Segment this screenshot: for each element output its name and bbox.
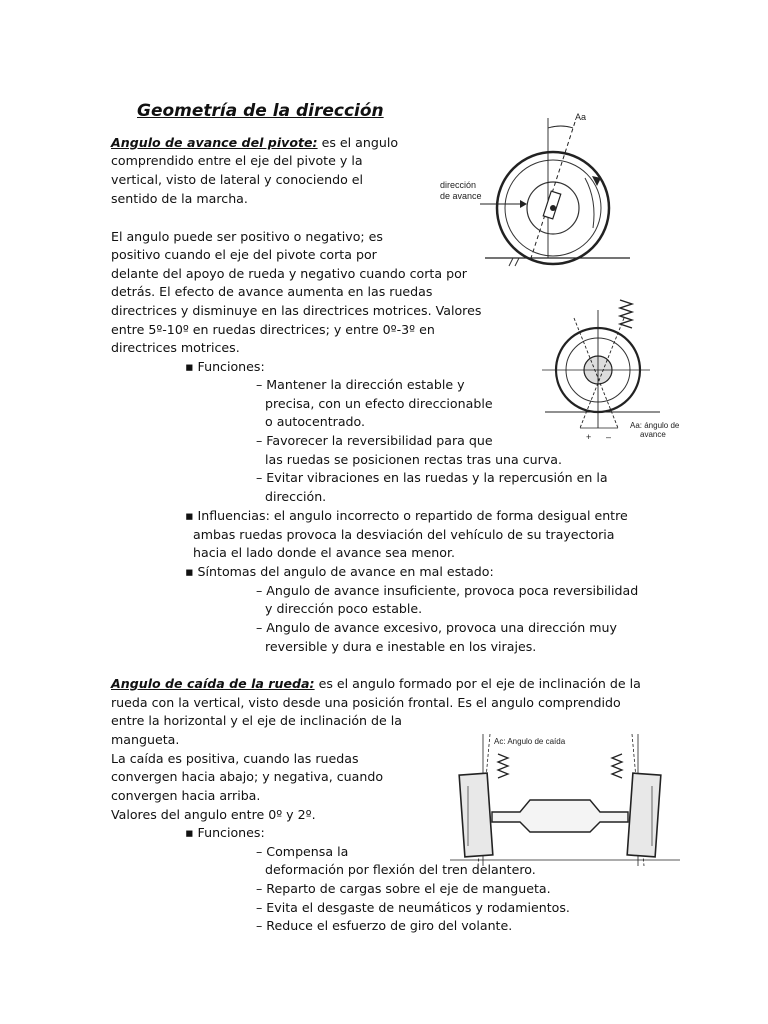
section1-funcion-line1: – Mantener la dirección estable y: [256, 377, 465, 392]
fig2-sign-plus: +: [586, 432, 592, 442]
section2-funcion-line1: – Compensa la: [256, 844, 349, 859]
section1-intro-line1: Angulo de avance del pivote: es el angulo: [111, 135, 399, 150]
section1-funcion-line2: precisa, con un efecto direccionable: [265, 396, 493, 411]
section1-heading: Angulo de avance del pivote:: [111, 135, 318, 150]
fig1-label-direction2: de avance: [440, 191, 482, 201]
section1-para-line2: positivo cuando el eje del pivote corta por: [111, 247, 377, 262]
fig3-label-ac: Ac: Angulo de caída: [494, 737, 566, 746]
section1-intro-line3: vertical, visto de lateral y conociendo el: [111, 172, 364, 187]
section1-sintoma-line2: y dirección poco estable.: [265, 601, 423, 616]
section2-funcion-line2: deformación por flexión del tren delantero.: [265, 862, 536, 877]
section2-para-line4: Valores del angulo entre 0º y 2º.: [111, 807, 316, 822]
section1-funciones-label: ▪ Funciones:: [185, 359, 265, 374]
section2-para-line1: La caída es positiva, cuando las ruedas: [111, 751, 359, 766]
fig1-label-aa: Aa: [575, 112, 587, 122]
section1-influencias-line3: hacia el lado donde el avance sea menor.: [193, 545, 455, 560]
page-title: Geometría de la dirección: [137, 101, 384, 122]
section1-sintomas-label: ▪ Síntomas del angulo de avance en mal estado:: [185, 564, 494, 579]
section1-para-line3: delante del apoyo de rueda y negativo cuando corta por: [111, 266, 467, 281]
section2-para-line2: convergen hacia abajo; y negativa, cuando: [111, 769, 384, 784]
fig2-sign-minus: –: [606, 432, 612, 442]
section1-funcion-line5: las ruedas se posicionen rectas tras una curva.: [265, 452, 563, 467]
fig2-label-aa2: avance: [640, 430, 666, 439]
fig2-label-aa1: Aa: ángulo de: [630, 421, 680, 430]
section2-funcion-line4: – Evita el desgaste de neumáticos y rodamientos.: [256, 900, 570, 915]
section1-intro-line4: sentido de la marcha.: [111, 191, 248, 206]
figure-caster-side-view: [425, 108, 655, 268]
section1-influencias-line1: ▪ Influencias: el angulo incorrecto o repartido de forma desigual entre: [185, 508, 628, 523]
section1-funcion-line4: – Favorecer la reversibilidad para que: [256, 433, 493, 448]
section1-para-line4: detrás. El efecto de avance aumenta en las ruedas: [111, 284, 433, 299]
section2-funcion-line5: – Reduce el esfuerzo de giro del volante.: [256, 918, 513, 933]
section1-funcion-line3: o autocentrado.: [265, 414, 366, 429]
section1-funcion-line7: dirección.: [265, 489, 327, 504]
section1-sintoma-line1: – Angulo de avance insuficiente, provoca poca reversibilidad: [256, 583, 639, 598]
section1-sintoma-line3: – Angulo de avance excesivo, provoca una dirección muy: [256, 620, 617, 635]
section1-funcion-line6: – Evitar vibraciones en las ruedas y la repercusión en la: [256, 470, 608, 485]
section1-sintoma-line4: reversible y dura e inestable en los virajes.: [265, 639, 537, 654]
section1-para-line5: directrices y disminuye en las directrices motrices. Valores: [111, 303, 482, 318]
section2-heading: Angulo de caída de la rueda:: [111, 676, 315, 691]
section2-funcion-line3: – Reparto de cargas sobre el eje de mangueta.: [256, 881, 551, 896]
section1-para-line6: entre 5º-10º en ruedas directrices; y entre 0º-3º en: [111, 322, 435, 337]
figure-caster-spring: [540, 290, 695, 450]
section2-intro-line1: Angulo de caída de la rueda: es el angulo formado por el eje de inclinación de la: [111, 676, 641, 691]
section1-para-line1: El angulo puede ser positivo o negativo; es: [111, 229, 383, 244]
section2-intro-line3: entre la horizontal y el eje de inclinación de la: [111, 713, 402, 728]
fig1-label-direction1: dirección: [440, 180, 477, 190]
section1-para-line7: directrices motrices.: [111, 340, 240, 355]
section2-funciones-label: ▪ Funciones:: [185, 825, 265, 840]
section2-para-line3: convergen hacia arriba.: [111, 788, 261, 803]
figure-camber-front-view: [450, 726, 680, 876]
section1-intro-line2: comprendido entre el eje del pivote y la: [111, 153, 363, 168]
section1-influencias-line2: ambas ruedas provoca la desviación del vehículo de su trayectoria: [193, 527, 615, 542]
section2-intro-line2: rueda con la vertical, visto desde una posición frontal. Es el angulo comprendido: [111, 695, 621, 710]
section2-intro-line4: mangueta.: [111, 732, 180, 747]
